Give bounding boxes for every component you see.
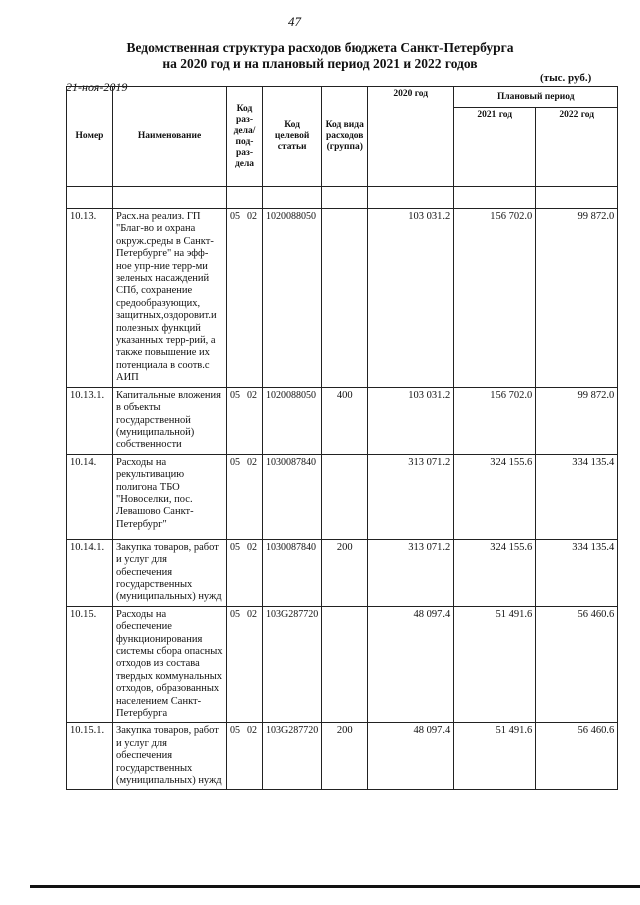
row-amount-2020: 48 097.4 — [368, 606, 454, 723]
page-number: 47 — [288, 14, 301, 29]
row-number: 10.14.1. — [67, 539, 113, 606]
header-2021: 2021 год — [454, 108, 536, 187]
document-title-line-1: Ведомственная структура расходов бюджета Санкт-Петербурга — [126, 40, 514, 55]
row-amount-2020: 313 071.2 — [368, 454, 454, 539]
row-name: Расходы на рекультивацию полигона ТБО "Новоселки, пос. Левашово Санкт-Петербург" — [113, 454, 227, 539]
document-title-line-2: на 2020 год и на плановый период 2021 и 2022 годов — [162, 56, 478, 71]
row-target-code: 1030087840 — [263, 539, 322, 606]
row-amount-2020: 103 031.2 — [368, 387, 454, 454]
row-amount-2021: 324 155.6 — [454, 539, 536, 606]
row-section-code: 05 02 — [227, 387, 263, 454]
row-amount-2022: 56 460.6 — [536, 606, 618, 723]
row-amount-2020: 313 071.2 — [368, 539, 454, 606]
row-section-code: 05 02 — [227, 723, 263, 790]
row-number: 10.13.1. — [67, 387, 113, 454]
header-2022: 2022 год — [536, 108, 618, 187]
header-2020: 2020 год — [368, 87, 454, 187]
row-amount-2020: 48 097.4 — [368, 723, 454, 790]
row-amount-2021: 156 702.0 — [454, 209, 536, 388]
header-planned-period: Плановый период — [454, 87, 618, 108]
document-date: 21-ноя-2019 — [66, 80, 128, 94]
row-expense-type: 400 — [322, 387, 368, 454]
table-row — [67, 387, 618, 454]
row-name: Закупка товаров, работ и услуг для обеспечения государственных (муниципальных) нужд — [113, 539, 227, 606]
row-amount-2022: 56 460.6 — [536, 723, 618, 790]
row-number: 10.14. — [67, 454, 113, 539]
row-target-code: 1030087840 — [263, 454, 322, 539]
row-amount-2022: 99 872.0 — [536, 387, 618, 454]
table-row — [67, 454, 618, 539]
row-expense-type — [322, 606, 368, 723]
table-row — [67, 723, 618, 790]
row-number: 10.15.1. — [67, 723, 113, 790]
row-name: Расх.на реализ. ГП "Благ-во и охрана окруж.среды в Санкт-Петербурге" на эфф-ное упр-ние терр-ми зеленых насаждений СПб, сохранение средообразующих, защитных,оздоровит.и полезных функций указанных терр-рий, а также повышение их потенциала в соотв.с АИП — [113, 209, 227, 388]
row-name: Закупка товаров, работ и услуг для обеспечения государственных (муниципальных) нужд — [113, 723, 227, 790]
header-number: Номер — [67, 87, 113, 187]
row-expense-type: 200 — [322, 539, 368, 606]
table-row — [67, 539, 618, 606]
row-target-code: 103G287720 — [263, 723, 322, 790]
row-amount-2021: 51 491.6 — [454, 606, 536, 723]
row-expense-type — [322, 454, 368, 539]
table-row — [67, 209, 618, 388]
row-amount-2021: 156 702.0 — [454, 387, 536, 454]
row-amount-2022: 99 872.0 — [536, 209, 618, 388]
header-target-code: Код целевой статьи — [263, 87, 322, 187]
row-expense-type: 200 — [322, 723, 368, 790]
row-target-code: 1020088050 — [263, 209, 322, 388]
row-amount-2020: 103 031.2 — [368, 209, 454, 388]
row-name: Капитальные вложения в объекты государственной (муниципальной) собственности — [113, 387, 227, 454]
row-name: Расходы на обеспечение функционирования системы сбора опасных отходов из состава твердых коммунальных отходов, образованных населением Санкт-Петербурга — [113, 606, 227, 723]
table-row — [67, 606, 618, 723]
row-amount-2022: 334 135.4 — [536, 539, 618, 606]
row-section-code: 05 02 — [227, 209, 263, 388]
row-number: 10.13. — [67, 209, 113, 388]
row-amount-2021: 51 491.6 — [454, 723, 536, 790]
row-amount-2021: 324 155.6 — [454, 454, 536, 539]
row-target-code: 103G287720 — [263, 606, 322, 723]
row-section-code: 05 02 — [227, 539, 263, 606]
row-expense-type — [322, 209, 368, 388]
row-amount-2022: 334 135.4 — [536, 454, 618, 539]
header-name: Наименование — [113, 87, 227, 187]
row-section-code: 05 02 — [227, 454, 263, 539]
row-section-code: 05 02 — [227, 606, 263, 723]
row-target-code: 1020088050 — [263, 387, 322, 454]
header-section-code: Код раз-дела/ под-раз-дела — [227, 87, 263, 187]
bottom-divider — [30, 885, 640, 888]
row-number: 10.15. — [67, 606, 113, 723]
budget-table — [66, 86, 618, 790]
units-label: (тыс. руб.) — [540, 72, 592, 84]
header-expense-type-code: Код вида расходов (группа) — [322, 87, 368, 187]
